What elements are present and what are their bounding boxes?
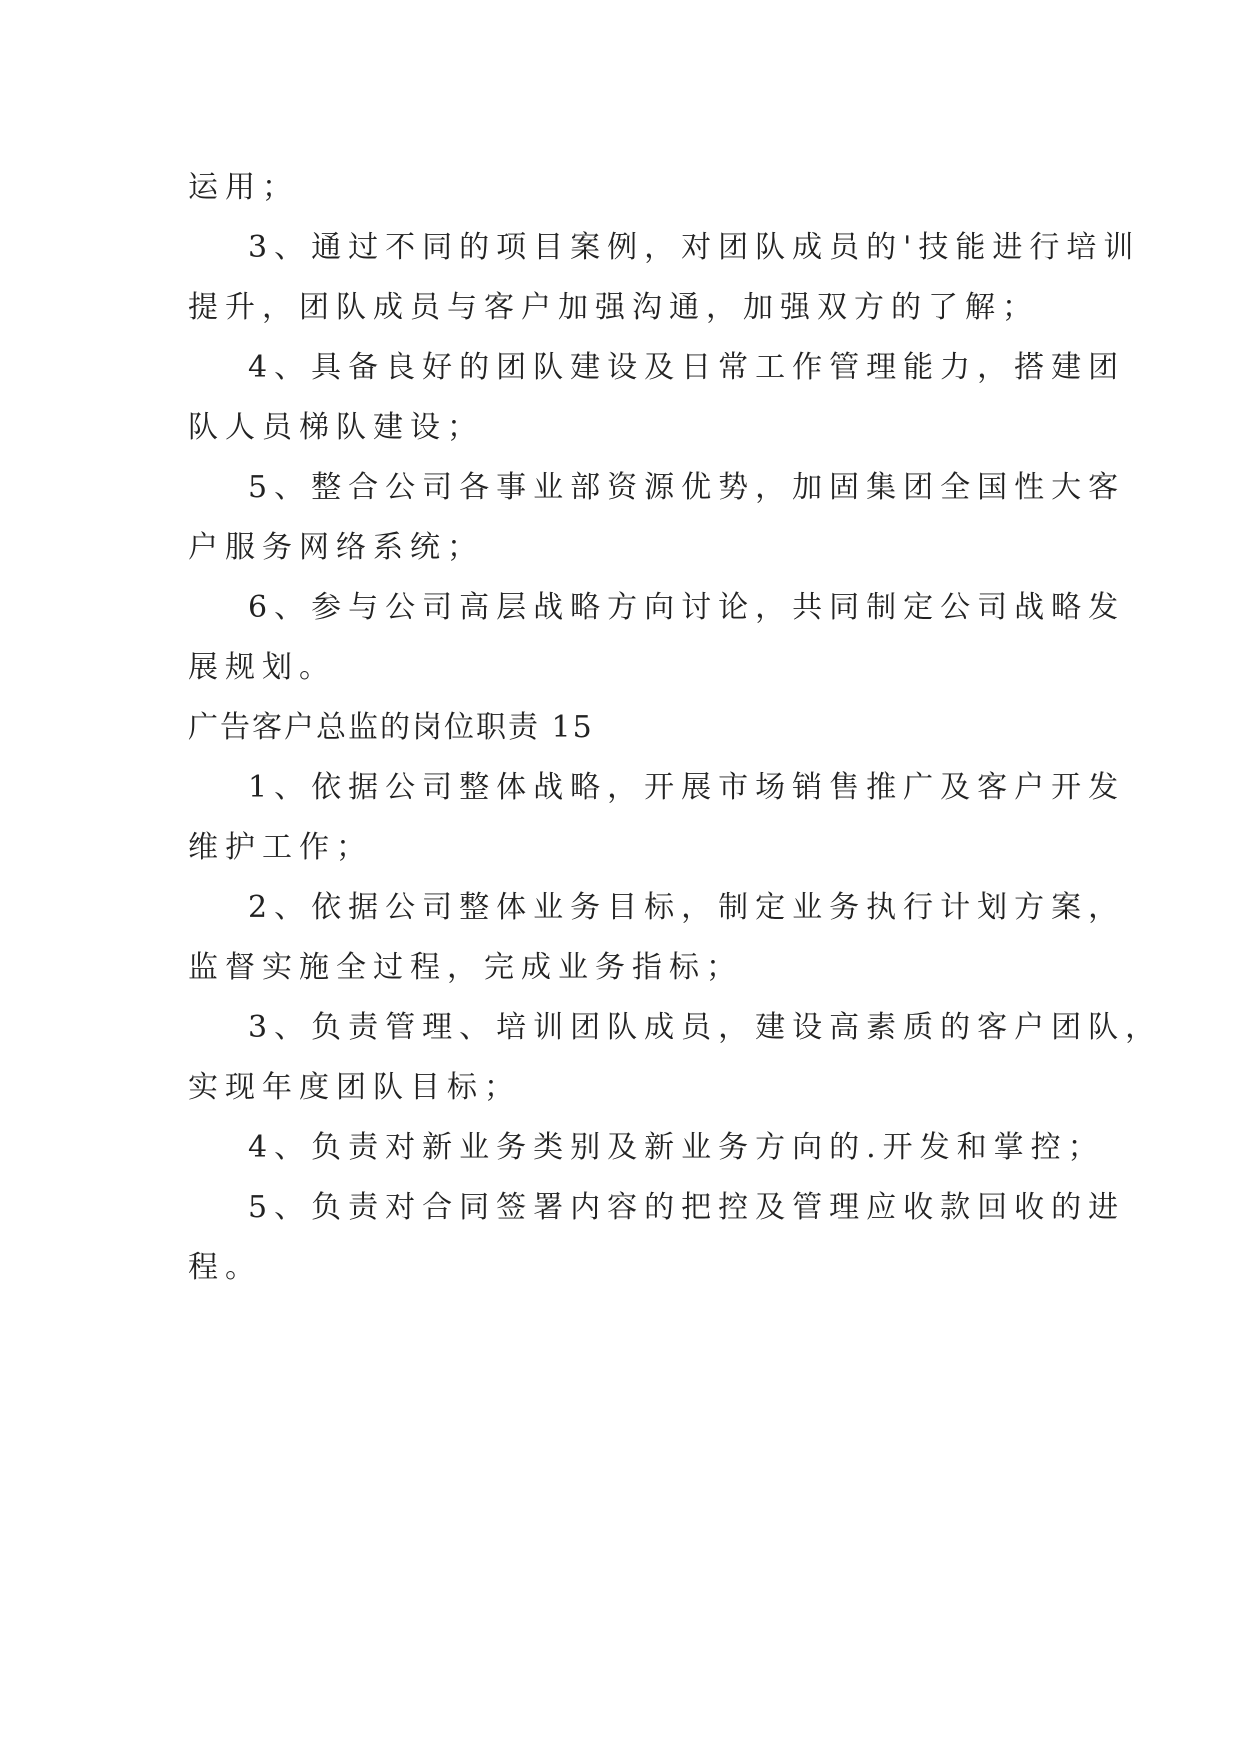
text-line: 监督实施全过程，完成业务指标； xyxy=(188,950,743,985)
list-item-2-start: 2、依据公司整体业务目标，制定业务执行计划方案， xyxy=(248,890,1126,925)
list-item-4-start: 4、负责对新业务类别及新业务方向的.开发和掌控； xyxy=(248,1130,1105,1165)
text-line: 展规划。 xyxy=(188,650,336,685)
text-line: 户服务网络系统； xyxy=(188,530,484,565)
document-body xyxy=(188,158,1163,1298)
list-item-4-start: 4、具备良好的团队建设及日常工作管理能力，搭建团 xyxy=(248,350,1126,385)
list-item-5-start: 5、整合公司各事业部资源优势，加固集团全国性大客 xyxy=(248,470,1126,505)
list-item-3-start: 3、通过不同的项目案例，对团队成员的'技能进行培训 xyxy=(248,230,1141,265)
list-item-1-start: 1、依据公司整体战略，开展市场销售推广及客户开发 xyxy=(248,770,1126,805)
list-item-6-start: 6、参与公司高层战略方向讨论，共同制定公司战略发 xyxy=(248,590,1126,625)
section-heading: 广告客户总监的岗位职责 15 xyxy=(188,710,594,745)
text-line: 实现年度团队目标； xyxy=(188,1070,521,1105)
text-line: 维护工作； xyxy=(188,830,373,865)
list-item-3-start: 3、负责管理、培训团队成员，建设高素质的客户团队， xyxy=(248,1010,1163,1045)
text-line: 运用； xyxy=(188,170,299,205)
text-line: 队人员梯队建设； xyxy=(188,410,484,445)
text-line: 程。 xyxy=(188,1250,262,1285)
list-item-5-start: 5、负责对合同签署内容的把控及管理应收款回收的进 xyxy=(248,1190,1126,1225)
text-line: 提升，团队成员与客户加强沟通，加强双方的了解； xyxy=(188,290,1039,325)
